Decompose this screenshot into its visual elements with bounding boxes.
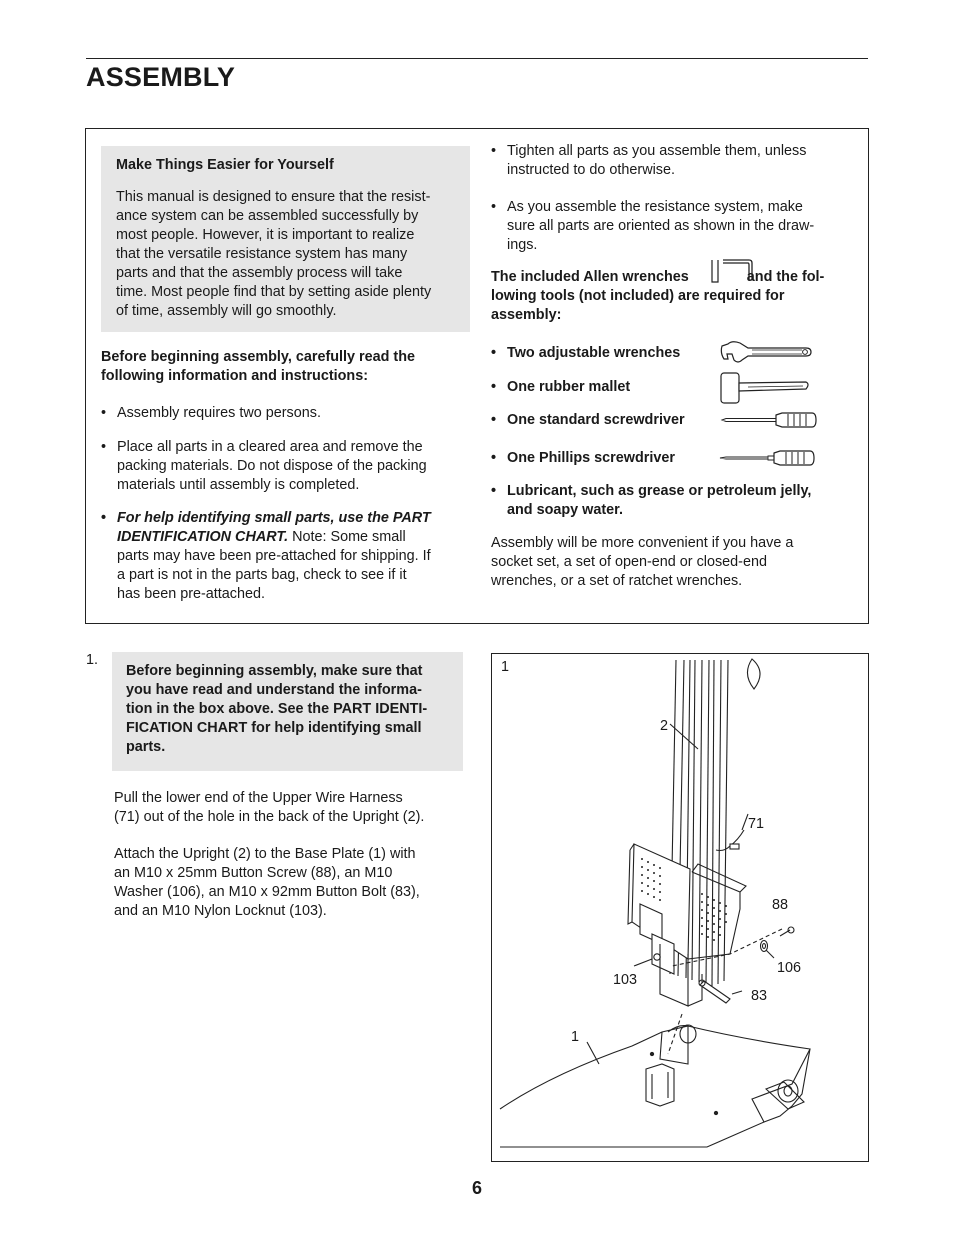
- adjustable-wrench-icon: [718, 340, 813, 366]
- allen-wrench-icon: [709, 258, 757, 286]
- tools-intro-start: The included Allen wrenches: [491, 269, 689, 285]
- bullet-line: and soapy water.: [507, 502, 623, 518]
- bullet-dot: •: [101, 439, 107, 455]
- tools-intro-line: lowing tools (not included) are required for: [491, 288, 785, 304]
- step-line: Attach the Upright (2) to the Base Plate (1) with: [114, 846, 416, 862]
- tools-intro: [491, 268, 861, 325]
- convenient-paragraph: [491, 534, 861, 591]
- small-parts-line: [117, 528, 472, 547]
- bullet-text: [117, 438, 427, 495]
- easier-text: [116, 188, 468, 321]
- callout-locknut: 103: [613, 972, 638, 988]
- easier-line: most people. However, it is important to realize: [116, 227, 415, 243]
- bullet-line: Tighten all parts as you assemble them, unless: [507, 143, 807, 159]
- easier-line: of time, assembly will go smoothly.: [116, 303, 337, 319]
- bullet-line: sure all parts are oriented as shown in the draw-: [507, 218, 815, 234]
- convenient-line: wrenches, or a set of ratchet wrenches.: [491, 573, 743, 589]
- step-line: and an M10 Nylon Locknut (103).: [114, 903, 327, 919]
- callout-screw: 88: [772, 897, 789, 913]
- step-note-line: tion in the box above. See the PART IDENTI-: [126, 701, 428, 717]
- step-line: Pull the lower end of the Upper Wire Harness: [114, 790, 403, 806]
- bullet-dot: •: [101, 510, 107, 526]
- bullet-text: [117, 509, 472, 604]
- easier-line: that the versatile resistance system has many: [116, 246, 408, 262]
- rubber-mallet-icon: [718, 371, 813, 405]
- bullet-line: materials until assembly is completed.: [117, 477, 360, 493]
- step-paragraph-harness: [114, 789, 484, 827]
- easier-line: time. Most people find that by setting aside plenty: [116, 284, 432, 300]
- convenient-line: socket set, a set of open-end or closed-end: [491, 554, 767, 570]
- tool-label: Two adjustable wrenches: [507, 345, 681, 361]
- before-heading: [101, 348, 415, 386]
- tools-intro-end: and the fol-: [746, 269, 825, 285]
- assembly-drawing: [492, 654, 868, 1161]
- step-note-line: FICATION CHART for help identifying small: [126, 720, 422, 736]
- bullet-text: [507, 198, 814, 255]
- bullet-line: packing materials. Do not dispose of the packing: [117, 458, 427, 474]
- bullet-line: a part is not in the parts bag, check to see if it: [117, 567, 407, 583]
- callout-washer: 106: [777, 960, 802, 976]
- bullet-line: ings.: [507, 237, 538, 253]
- easier-line: parts and that the assembly process will take: [116, 265, 403, 281]
- callout-upright: 2: [660, 718, 669, 734]
- small-parts-note: Note: Some small: [288, 529, 406, 545]
- convenient-line: Assembly will be more convenient if you have a: [491, 535, 794, 551]
- assembly-figure: [491, 653, 869, 1162]
- bullet-line: Place all parts in a cleared area and remove the: [117, 439, 423, 455]
- step-note-line: you have read and understand the informa-: [126, 682, 422, 698]
- step-line: Washer (106), an M10 x 92mm Button Bolt (83),: [114, 884, 420, 900]
- step-note-line: parts.: [126, 739, 166, 755]
- small-parts-chart-ref: IDENTIFICATION CHART.: [117, 529, 289, 545]
- bullet-dot: •: [101, 405, 107, 421]
- tools-intro-line: assembly:: [491, 307, 562, 323]
- page-title: ASSEMBLY: [86, 62, 236, 92]
- bullet-line: As you assemble the resistance system, make: [507, 199, 803, 215]
- step-paragraph-attach: [114, 845, 484, 921]
- bullet-dot: •: [491, 483, 497, 499]
- step-line: an M10 x 25mm Button Screw (88), an M10: [114, 865, 393, 881]
- figure-step-label: 1: [501, 659, 510, 675]
- easier-heading: Make Things Easier for Yourself: [116, 157, 334, 173]
- before-heading-line: following information and instructions:: [101, 368, 369, 384]
- phillips-screwdriver-icon: [718, 449, 818, 467]
- bullet-text: [117, 404, 321, 423]
- bullet-text: [507, 142, 806, 180]
- callout-bolt: 83: [751, 988, 768, 1004]
- bullet-line: parts may have been pre-attached for shipping. If: [117, 548, 431, 564]
- tool-label: One rubber mallet: [507, 379, 631, 395]
- callout-base: 1: [571, 1029, 580, 1045]
- tool-label: One Phillips screwdriver: [507, 450, 675, 466]
- tool-label: One standard screwdriver: [507, 412, 685, 428]
- before-heading-line: Before beginning assembly, carefully read the: [101, 349, 416, 365]
- bullet-dot: •: [491, 379, 497, 395]
- bullet-line: has been pre-attached.: [117, 586, 266, 602]
- easier-line: ance system can be assembled successfully by: [116, 208, 419, 224]
- step-number: 1.: [86, 652, 99, 668]
- bullet-dot: •: [491, 412, 497, 428]
- bullet-dot: •: [491, 450, 497, 466]
- standard-screwdriver-icon: [718, 410, 818, 430]
- bullet-dot: •: [491, 345, 497, 361]
- step-note: [126, 662, 461, 757]
- top-rule: [86, 58, 868, 59]
- easier-line: This manual is designed to ensure that the resist-: [116, 189, 431, 205]
- tools-intro-line: [491, 268, 861, 287]
- bullet-line: Lubricant, such as grease or petroleum jelly,: [507, 483, 812, 499]
- page-number: 6: [471, 1178, 482, 1198]
- bullet-dot: •: [491, 143, 497, 159]
- callout-harness: 71: [748, 816, 765, 832]
- bullet-line: Assembly requires two persons.: [117, 405, 321, 421]
- bullet-dot: •: [491, 199, 497, 215]
- small-parts-emphasis: For help identifying small parts, use the PART: [117, 510, 431, 526]
- bullet-text: [507, 482, 811, 520]
- bullet-line: instructed to do otherwise.: [507, 162, 675, 178]
- step-line: (71) out of the hole in the back of the Upright (2).: [114, 809, 425, 825]
- step-note-line: Before beginning assembly, make sure that: [126, 663, 423, 679]
